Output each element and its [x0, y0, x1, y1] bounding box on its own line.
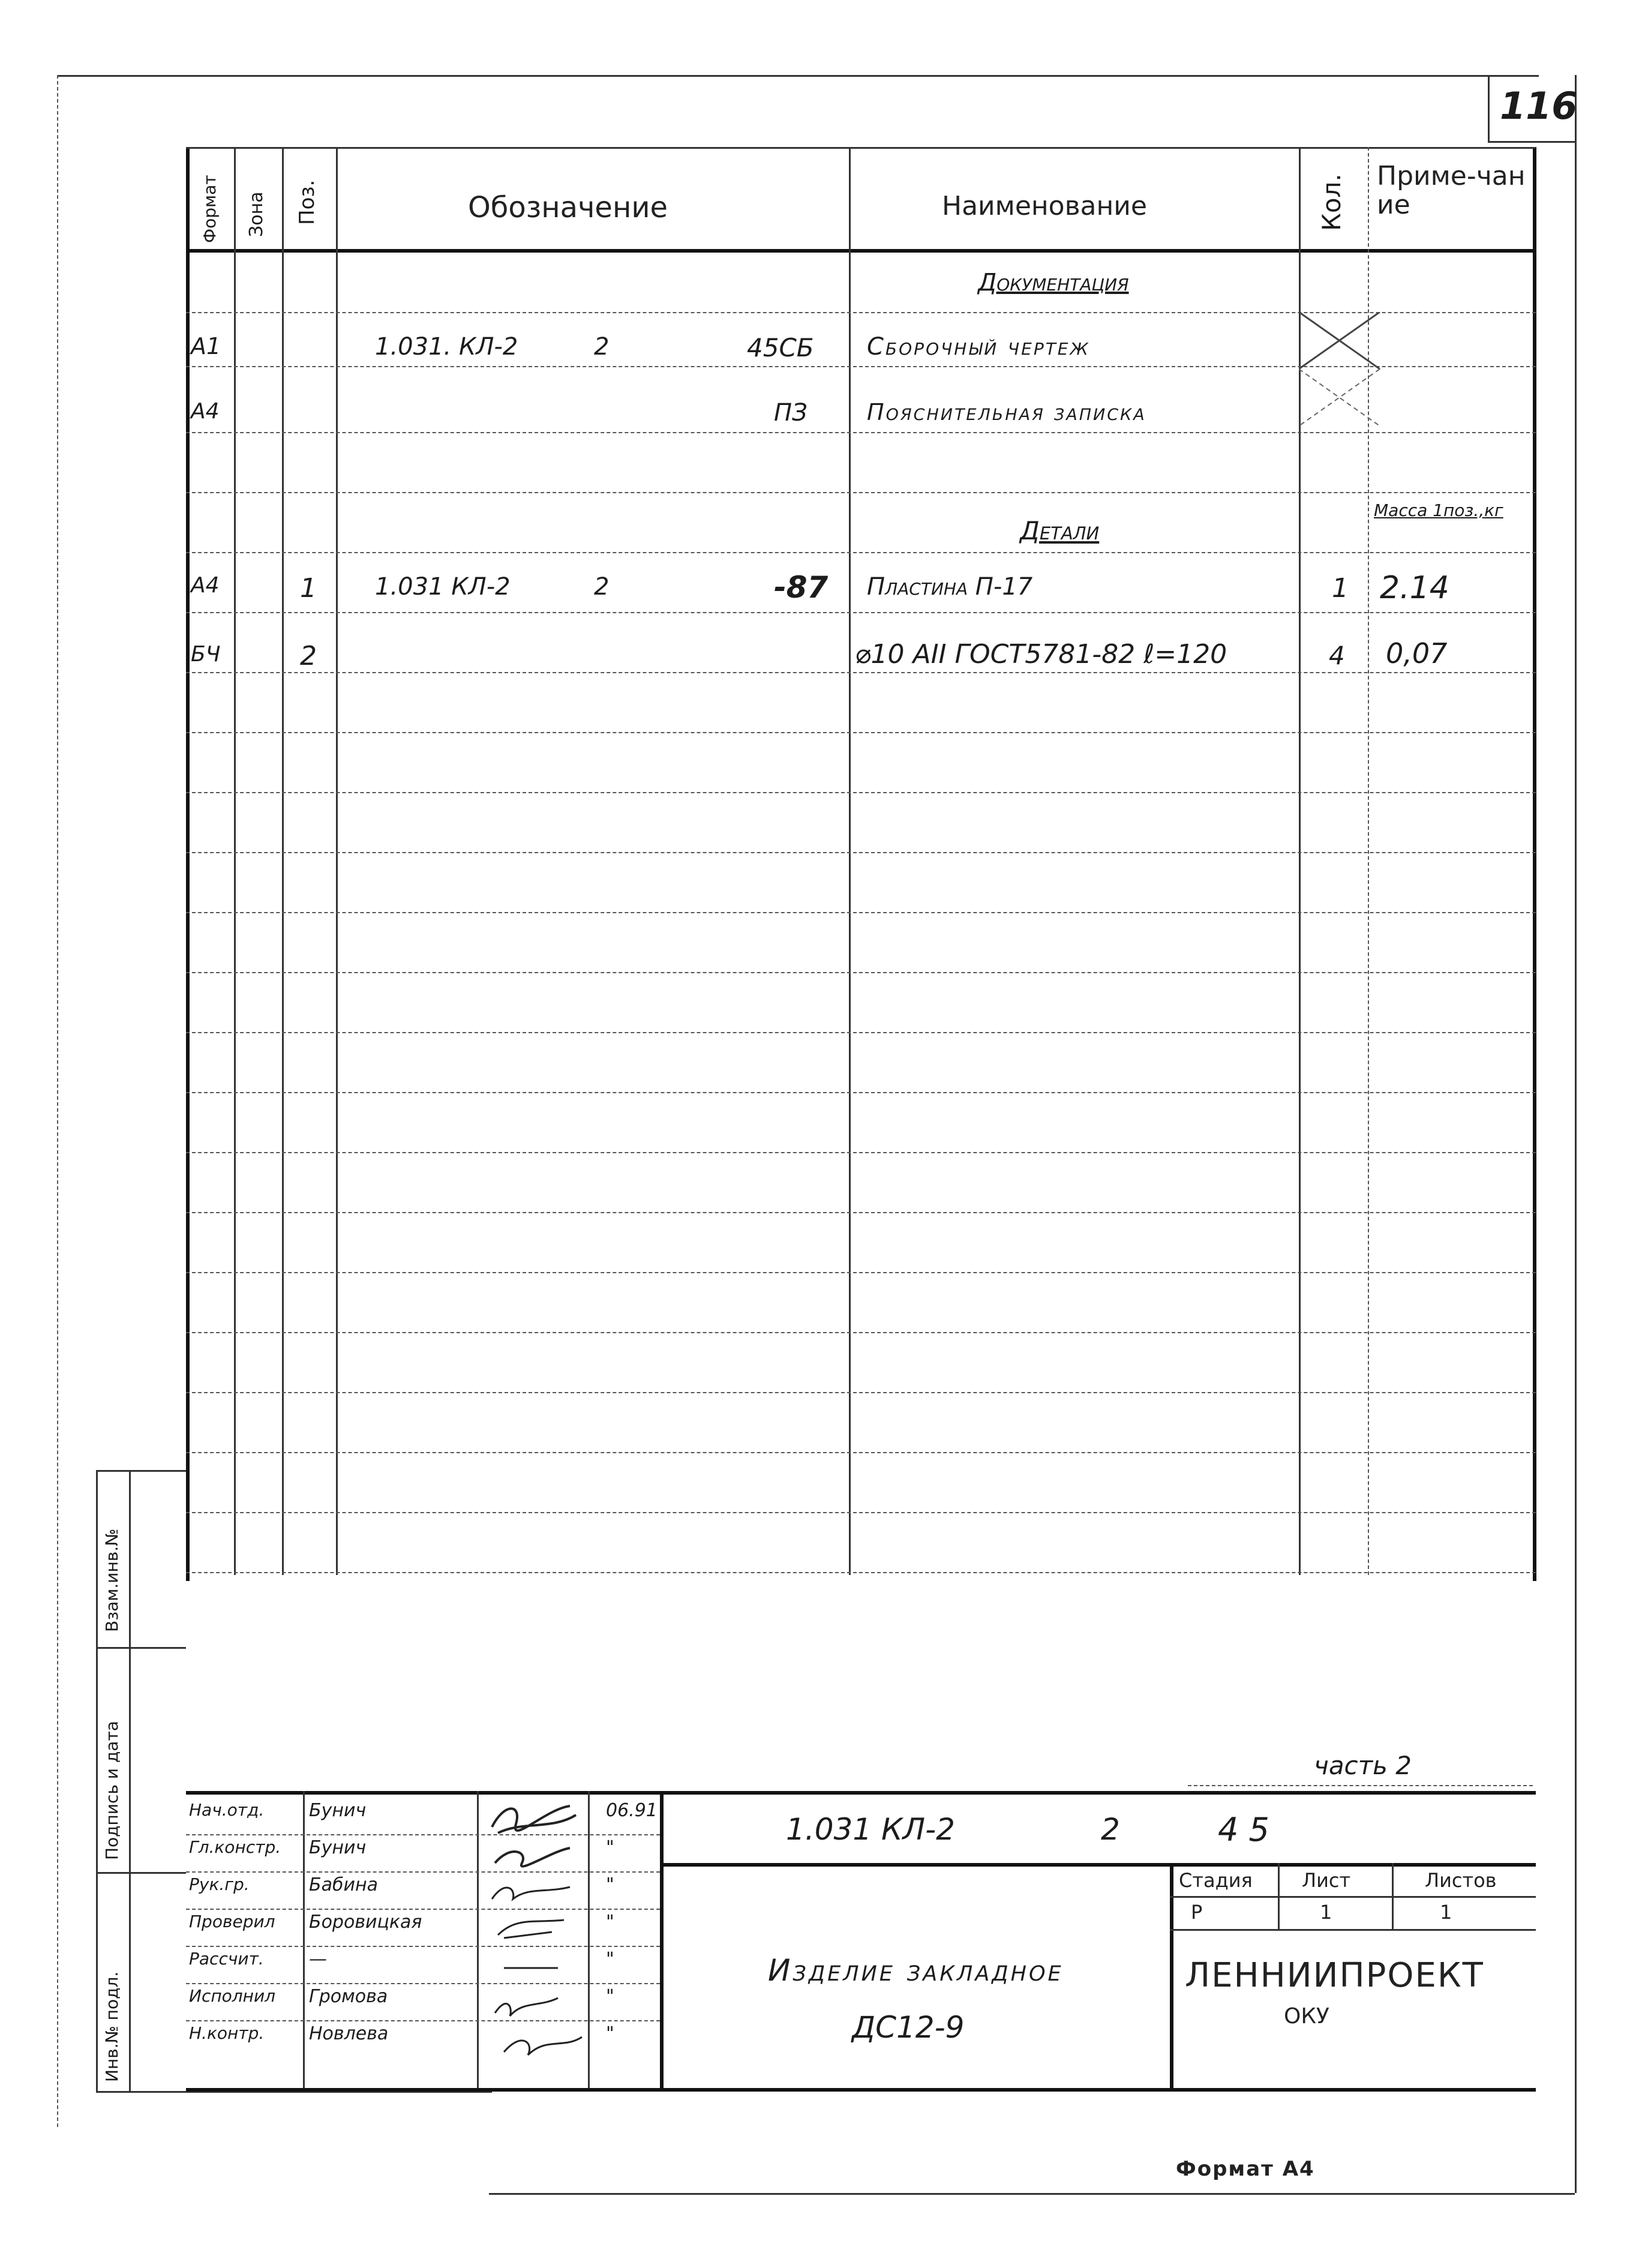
side-stamp-left-border — [96, 1470, 98, 2091]
tb-sheets-label: Листов — [1425, 1869, 1497, 1892]
title-block-role-date: " — [606, 1837, 614, 1858]
table-row-line — [186, 1212, 1536, 1213]
col-sep-pos — [336, 147, 338, 1575]
row1-format: А1 — [191, 333, 221, 359]
frame-right-line — [1575, 75, 1577, 2193]
header-zone: Зона — [246, 191, 267, 237]
row1-designation-num: 2 — [594, 333, 610, 361]
row2-format: А4 — [191, 399, 220, 424]
row1-designation: 1.031. КЛ-2 — [375, 333, 518, 361]
header-note: Приме-чание — [1377, 161, 1526, 220]
table-row-line — [186, 552, 1536, 553]
signatures — [480, 1797, 585, 2085]
table-row-line — [186, 1332, 1536, 1333]
title-block-role-role: Рассчит. — [189, 1949, 264, 1969]
table-row-line — [186, 432, 1536, 433]
row3-format: А4 — [191, 573, 220, 598]
tb-stage-row-2 — [1170, 1929, 1536, 1931]
table-row-line — [186, 1272, 1536, 1273]
frame-top-line — [57, 75, 1539, 77]
row1-name: Сборочный чертеж — [867, 333, 1090, 361]
side-inv-orig: Инв.№ подл. — [102, 1971, 122, 2082]
tb-doc-sheet: 4 5 — [1218, 1811, 1269, 1849]
title-block-role-line — [186, 1983, 660, 1984]
header-name: Наименование — [942, 191, 1147, 221]
title-block-role-name: Громова — [309, 1986, 388, 2007]
table-row-line — [186, 1032, 1536, 1033]
tb-col-sign — [588, 1791, 590, 2088]
side-sign-date: Подпись и дата — [102, 1721, 122, 1860]
title-block-role-line — [186, 2020, 660, 2021]
col-sep-designation — [849, 147, 851, 1575]
title-block-role-role: Нач.отд. — [189, 1800, 265, 1820]
title-block-role-date: " — [606, 1912, 614, 1933]
tb-col-name — [477, 1791, 479, 2088]
title-block-role-line — [186, 1871, 660, 1873]
table-row-line — [186, 1572, 1536, 1573]
tb-doc-num: 2 — [1101, 1812, 1120, 1847]
header-qty: Кол. — [1317, 173, 1346, 231]
col-sep-format — [234, 147, 236, 1575]
row4-name: ⌀10 АII ГОСТ5781-82 ℓ=120 — [855, 639, 1227, 670]
title-block-role-line — [186, 1834, 660, 1835]
row3-designation: 1.031 КЛ-2 — [375, 573, 511, 601]
table-top-border — [186, 147, 1536, 149]
tb-col-role — [303, 1791, 305, 2088]
part-label: часть 2 — [1314, 1751, 1412, 1780]
tb-org-sub: ОКУ — [1284, 2004, 1329, 2029]
table-row-line — [186, 672, 1536, 673]
title-block-role-role: Проверил — [189, 1912, 275, 1931]
table-row-line — [186, 1392, 1536, 1393]
table-row-line — [186, 972, 1536, 973]
row1-designation-suffix: 45СБ — [747, 333, 814, 362]
tb-doc-code: 1.031 КЛ-2 — [786, 1812, 955, 1847]
row3-pos: 1 — [300, 573, 317, 604]
tb-stage-row-1 — [1170, 1896, 1536, 1898]
tb-sheet-label: Лист — [1302, 1869, 1351, 1892]
tb-stage-col-1 — [1278, 1863, 1280, 1929]
tb-product-title: Изделие закладное — [768, 1953, 1064, 1988]
mass-note: Масса 1поз.,кг — [1374, 500, 1503, 520]
table-row-line — [186, 1152, 1536, 1153]
row2-designation-suffix: ПЗ — [774, 399, 808, 427]
tb-stage: Р — [1191, 1901, 1203, 1924]
title-block-role-role: Рук.гр. — [189, 1874, 250, 1894]
title-block-top — [186, 1791, 1536, 1795]
header-pos: Поз. — [295, 179, 319, 225]
sheet-number-box-left — [1488, 75, 1490, 141]
header-format: Формат — [200, 175, 220, 243]
row4-note: 0,07 — [1386, 637, 1448, 670]
table-left-border — [186, 147, 190, 1581]
section-details: Детали — [1020, 516, 1100, 545]
row3-note: 2.14 — [1380, 570, 1449, 606]
row4-qty: 4 — [1329, 641, 1345, 670]
part-label-line — [1188, 1785, 1533, 1786]
title-block-role-role: Гл.констр. — [189, 1837, 281, 1857]
side-stamp-sep-2 — [96, 1872, 186, 1874]
side-stamp-top — [96, 1470, 186, 1472]
title-block-role-line — [186, 1909, 660, 1910]
title-block-role-date: 06.91 — [606, 1800, 658, 1821]
crossed-cell-mark — [1299, 312, 1383, 432]
header-bottom-border — [186, 249, 1536, 253]
side-stamp-sep-1 — [96, 1647, 186, 1649]
row4-format: БЧ — [191, 642, 221, 667]
sheet-number: 116 — [1500, 84, 1578, 128]
title-block-role-line — [186, 1946, 660, 1947]
table-row-line — [186, 492, 1536, 493]
title-block-role-role: Исполнил — [189, 1986, 276, 2006]
section-documentation: Документация — [978, 269, 1129, 296]
side-stamp-inner-border — [129, 1470, 131, 2091]
title-block-divider — [660, 1791, 664, 2088]
title-block-role-name: — — [309, 1949, 327, 1970]
table-row-line — [186, 612, 1536, 613]
table-row-line — [186, 1092, 1536, 1093]
table-row-line — [186, 1452, 1536, 1453]
tb-sheet: 1 — [1320, 1901, 1332, 1924]
tb-org: ЛЕННИИПРОЕКТ — [1185, 1956, 1484, 1995]
tb-sheets: 1 — [1440, 1901, 1452, 1924]
title-block-role-name: Новлева — [309, 2023, 389, 2044]
side-replace-inv: Взам.инв.№ — [102, 1528, 122, 1632]
row2-name: Пояснительная записка — [867, 399, 1146, 425]
table-right-border — [1533, 147, 1536, 1581]
title-block-role-name: Бабина — [309, 1874, 378, 1895]
title-block-role-date: " — [606, 1874, 614, 1895]
table-row-line — [186, 852, 1536, 853]
title-block-bottom — [186, 2088, 1536, 2092]
tb-stage-col-2 — [1392, 1863, 1394, 1929]
col-sep-zone — [282, 147, 284, 1575]
frame-bottom-line — [489, 2193, 1575, 2195]
title-block-role-date: " — [606, 1949, 614, 1970]
title-block-role-date: " — [606, 1986, 614, 2007]
table-row-line — [186, 732, 1536, 733]
row3-designation-num: 2 — [594, 573, 610, 601]
title-block-role-date: " — [606, 2023, 614, 2044]
table-row-line — [186, 792, 1536, 793]
title-block-role-name: Бунич — [309, 1800, 367, 1821]
frame-left-margin-line — [57, 75, 58, 2127]
tb-code-bottom — [660, 1863, 1536, 1867]
table-row-line — [186, 1512, 1536, 1513]
title-block-role-name: Бунич — [309, 1837, 367, 1858]
footer-format: Формат А4 — [1176, 2157, 1315, 2181]
title-block-role-name: Боровицкая — [309, 1912, 422, 1933]
row3-qty: 1 — [1332, 573, 1349, 604]
title-block-role-role: Н.контр. — [189, 2023, 265, 2043]
table-row-line — [186, 912, 1536, 913]
row4-pos: 2 — [300, 641, 317, 671]
tb-product-code: ДС12-9 — [852, 2010, 965, 2045]
row3-name: Пластина П-17 — [867, 573, 1033, 601]
header-designation: Обозначение — [468, 191, 668, 224]
sheet-number-box-bottom — [1488, 141, 1575, 143]
tb-stage-label: Стадия — [1179, 1869, 1253, 1892]
row3-designation-suffix: -87 — [774, 570, 828, 605]
